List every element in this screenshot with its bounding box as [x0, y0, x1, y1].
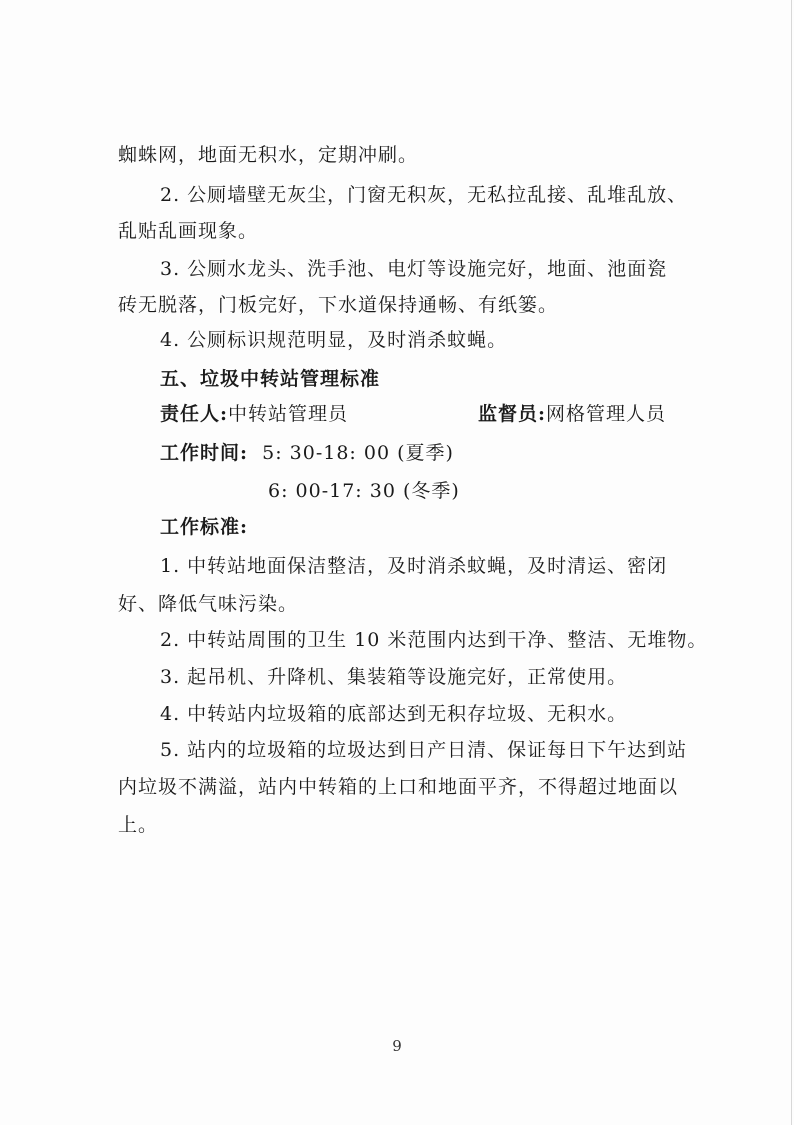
text-line: 4. 公厕标识规范明显，及时消杀蚊蝇。 — [160, 329, 508, 351]
section-heading: 五、垃圾中转站管理标准 — [160, 368, 381, 390]
standard-item: 1. 中转站地面保洁整洁，及时消杀蚊蝇，及时清运、密闭 — [160, 555, 668, 577]
responsible-label: 责任人: — [160, 403, 229, 425]
work-time-label: 工作时间: — [160, 442, 249, 464]
text-line: 蜘蛛网，地面无积水，定期冲刷。 — [118, 144, 419, 166]
text-line: 3. 公厕水龙头、洗手池、电灯等设施完好，地面、池面瓷 — [160, 258, 668, 280]
standard-item: 好、降低气味污染。 — [118, 593, 299, 615]
standard-item: 2. 中转站周围的卫生 10 米范围内达到干净、整洁、无堆物。 — [160, 629, 708, 651]
standards-label: 工作标准: — [160, 516, 249, 538]
supervisor-label: 监督员: — [478, 403, 547, 425]
text-line: 2. 公厕墙壁无灰尘，门窗无积灰，无私拉乱接、乱堆乱放、 — [160, 184, 688, 206]
responsible-value: 中转站管理员 — [228, 403, 349, 425]
standard-item: 内垃圾不满溢，站内中转箱的上口和地面平齐，不得超过地面以 — [118, 776, 679, 798]
text-line: 砖无脱落，门板完好，下水道保持通畅、有纸篓。 — [118, 294, 559, 316]
work-time-row — [160, 441, 454, 465]
page-number: 9 — [392, 1037, 402, 1055]
work-time-winter: 6: 00-17: 30 (冬季) — [268, 480, 460, 502]
page-edge-divider — [791, 0, 792, 1125]
supervisor-value: 网格管理人员 — [546, 403, 667, 425]
work-time-summer: 5: 30-18: 00 (夏季) — [262, 442, 454, 464]
standard-item: 4. 中转站内垃圾箱的底部达到无积存垃圾、无积水。 — [160, 703, 628, 725]
supervisor-row — [478, 402, 666, 426]
responsible-row — [160, 402, 348, 426]
standard-item: 5. 站内的垃圾箱的垃圾达到日产日清、保证每日下午达到站 — [160, 739, 688, 761]
text-line: 乱贴乱画现象。 — [118, 220, 259, 242]
standard-item: 3. 起吊机、升降机、集装箱等设施完好，正常使用。 — [160, 666, 628, 688]
standard-item: 上。 — [118, 814, 159, 836]
